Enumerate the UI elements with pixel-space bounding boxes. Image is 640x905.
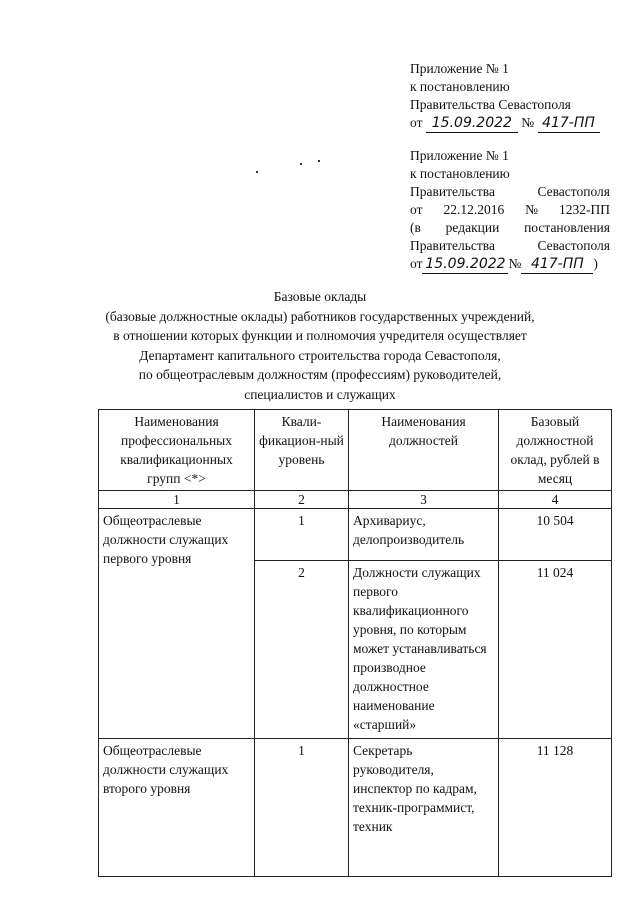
salary-cell: 10 504 <box>499 509 612 561</box>
header-salary: Базовый должностной оклад, рублей в месяц <box>499 410 612 491</box>
number-prefix: № <box>521 115 535 130</box>
table-header-row <box>99 410 612 491</box>
title-line: Базовые оклады <box>273 289 367 304</box>
number-prefix: № <box>508 256 522 271</box>
column-number: 2 <box>255 491 349 509</box>
appendix-ref: к постановлению <box>410 166 510 181</box>
handwritten-number: 417-ПП <box>538 114 600 133</box>
word: 1232-ПП <box>558 202 610 217</box>
level-cell: 1 <box>255 739 349 877</box>
appendix-edition-authority <box>410 237 610 255</box>
header-level: Квали-фикацион-ный уровень <box>255 410 349 491</box>
title-line: Департамент капитального строительства города Севастополя, <box>139 347 501 363</box>
title-line: по общеотраслевым должностям (профессиям) руководителей, <box>138 367 502 382</box>
appendix-ref: к постановлению <box>410 79 510 94</box>
column-number: 4 <box>499 491 612 509</box>
title-line: в отношении которых функции и полномочия учредителя осуществляет <box>113 328 527 343</box>
appendix-edition-note <box>410 219 610 237</box>
word: (в <box>410 220 421 235</box>
salary-cell: 11 024 <box>499 561 612 739</box>
scan-speck <box>300 163 302 165</box>
header-group-name: Наименования профессиональных квалификационных групп <*> <box>99 410 255 491</box>
handwritten-number: 417-ПП <box>521 255 593 274</box>
group-name-cell: Общеотраслевые должности служащих второго уровня <box>99 739 255 877</box>
closing-paren: ) <box>593 256 598 271</box>
positions-cell: Архивариус, делопроизводитель <box>349 509 499 561</box>
group-name-cell: Общеотраслевые должности служащих первого уровня <box>99 509 255 739</box>
date-prefix: от <box>410 256 423 271</box>
word: Правительства <box>410 184 495 199</box>
word: Правительства <box>410 238 495 253</box>
document-title <box>90 287 550 404</box>
appendix-authority: Правительства Севастополя <box>410 97 571 112</box>
appendix-label: Приложение № 1 <box>410 61 509 76</box>
appendix-date-line <box>410 114 610 132</box>
word: Севастополя <box>537 184 610 199</box>
handwritten-date: 15.09.2022 <box>426 114 518 133</box>
word: постановления <box>524 220 610 235</box>
level-cell: 2 <box>255 561 349 739</box>
salary-table <box>98 409 612 877</box>
table-row <box>99 739 612 877</box>
positions-cell: Секретарь руководителя, инспектор по кадрам, техник-программист, техник <box>349 739 499 877</box>
appendix-label: Приложение № 1 <box>410 148 509 163</box>
scan-speck <box>318 160 320 162</box>
word: № <box>525 202 539 217</box>
header-positions: Наименования должностей <box>349 410 499 491</box>
appendix-original-date <box>410 201 610 219</box>
column-number: 1 <box>99 491 255 509</box>
column-number: 3 <box>349 491 499 509</box>
word: от <box>410 202 423 217</box>
title-line: специалистов и служащих <box>244 386 396 402</box>
appendix-header-previous <box>410 147 610 273</box>
level-cell: 1 <box>255 509 349 561</box>
date-prefix: от <box>410 115 423 130</box>
word: Севастополя <box>537 238 610 253</box>
positions-cell: Должности служащих первого квалификационного уровня, по которым может устанавливаться производное должностное наименование «старший» <box>349 561 499 739</box>
appendix-header-current <box>410 60 610 132</box>
word: 22.12.2016 <box>443 202 505 217</box>
handwritten-date: 15.09.2022 <box>422 255 508 274</box>
scan-speck <box>256 171 258 173</box>
table-row <box>99 509 612 561</box>
title-line: (базовые должностные оклады) работников государственных учреждений, <box>105 308 535 324</box>
salary-cell: 11 128 <box>499 739 612 877</box>
appendix-date-line <box>410 255 610 273</box>
word: редакции <box>445 220 500 235</box>
appendix-authority <box>410 183 610 201</box>
column-number-row <box>99 491 612 509</box>
